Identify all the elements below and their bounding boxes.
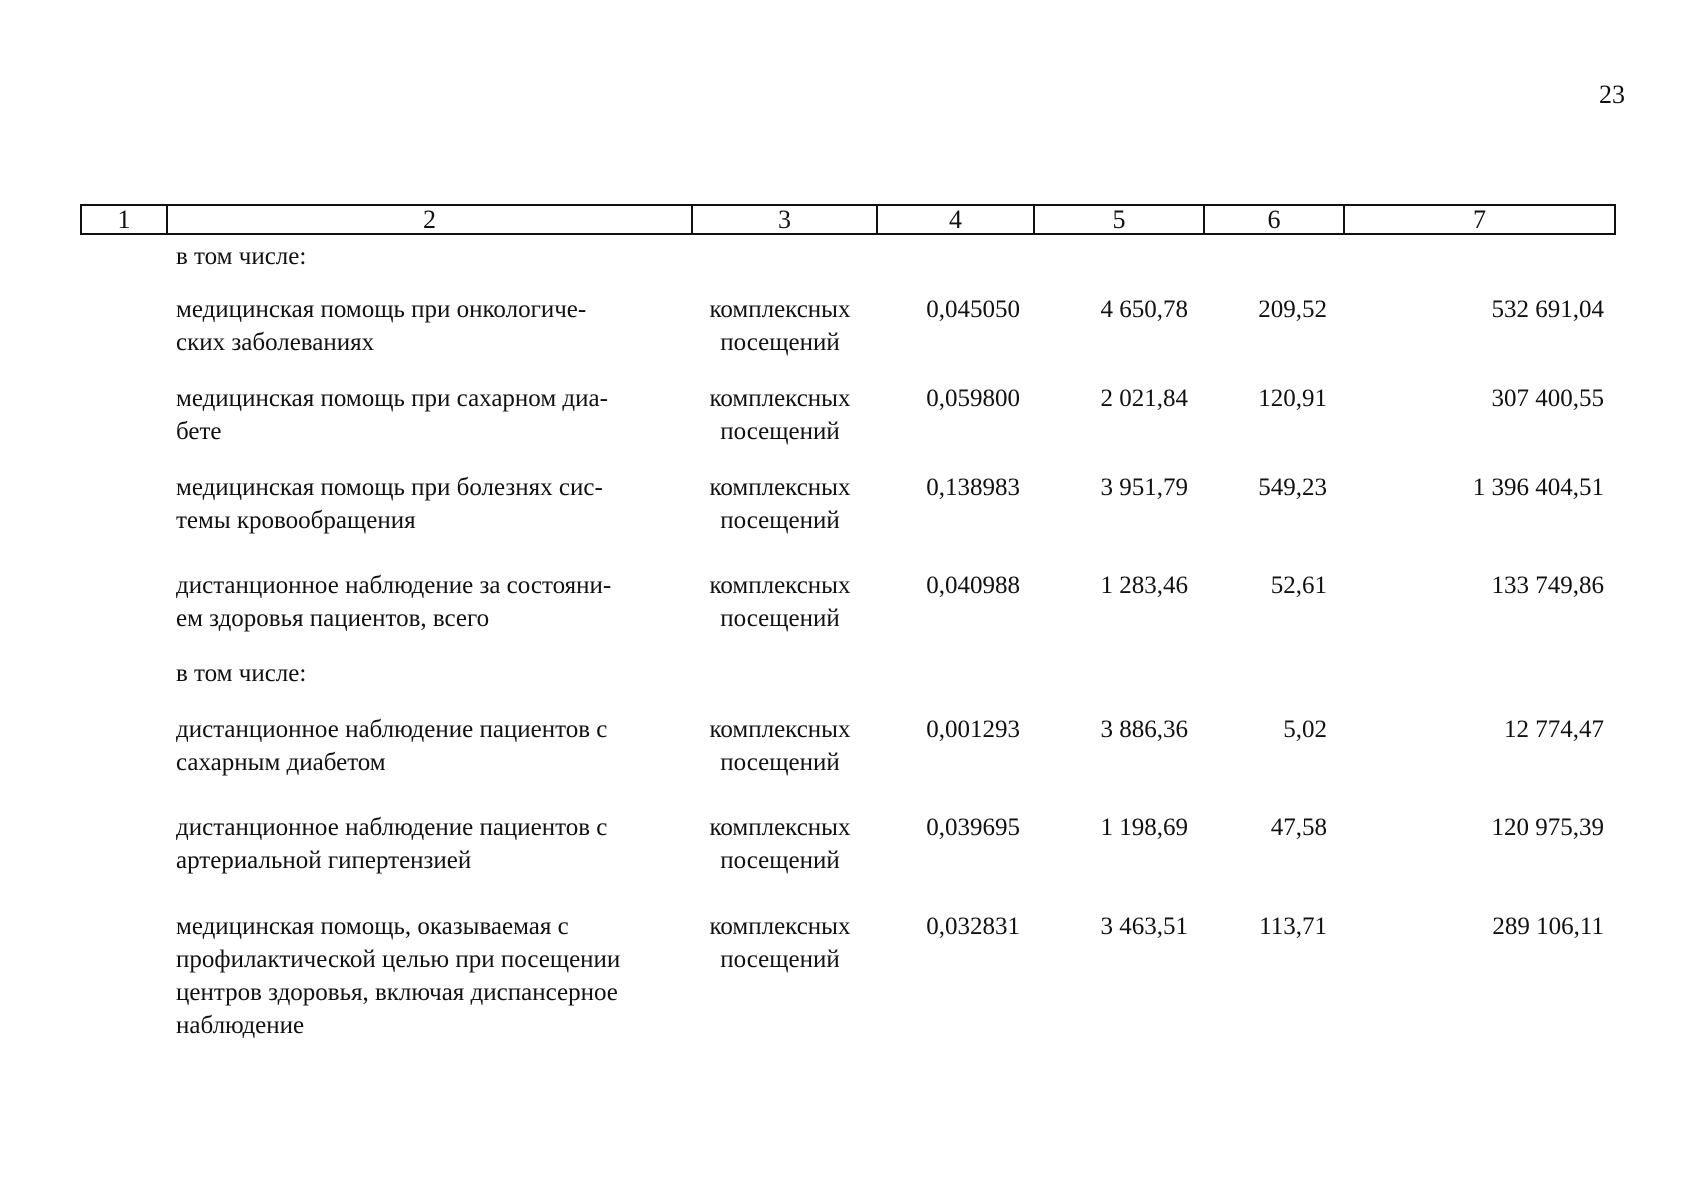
row-name-line: бете (176, 418, 222, 445)
row-name-line: темы кровообращения (176, 507, 416, 534)
table-header-row (80, 204, 1616, 235)
header-col-2: 2 (423, 205, 436, 234)
row-value-col7: 1 396 404,51 (1472, 474, 1604, 501)
row-unit (694, 713, 866, 779)
row-value-col7: 289 106,11 (1492, 913, 1604, 940)
row-name-line: ских заболеваниях (176, 329, 375, 356)
row-value-col5: 1 283,46 (1100, 572, 1188, 599)
row-unit (694, 471, 866, 537)
row-unit-line: комплексных (709, 572, 851, 599)
row-value-col7: 12 774,47 (1504, 716, 1604, 743)
row-name-line: медицинская помощь при болезнях сис- (176, 474, 603, 501)
row-value-col7: 133 749,86 (1491, 572, 1604, 599)
row-value-col4: 0,001293 (926, 716, 1020, 743)
row-value-col4: 0,039695 (926, 814, 1020, 841)
row-value-col4: 0,032831 (926, 913, 1020, 940)
row-name (176, 382, 681, 448)
header-col-1: 1 (117, 205, 131, 234)
row-unit (694, 382, 866, 448)
row-unit-line: посещений (720, 418, 840, 445)
row-value-col5: 4 650,78 (1100, 296, 1188, 323)
row-value-col5: 3 951,79 (1100, 474, 1188, 501)
row-value-col4: 0,045050 (926, 296, 1020, 323)
row-name-line: дистанционное наблюдение за состояни- (176, 572, 612, 599)
row-unit-line: комплексных (709, 385, 851, 412)
row-unit (694, 910, 866, 976)
row-value-col7: 532 691,04 (1491, 296, 1604, 323)
row-value-col6: 47,58 (1270, 814, 1327, 841)
row-value-col6: 209,52 (1258, 296, 1327, 323)
row-name (176, 293, 681, 359)
row-value-col6: 113,71 (1259, 913, 1327, 940)
row-value-col4: 0,059800 (926, 385, 1020, 412)
row-name-line: медицинская помощь, оказываемая с (176, 913, 569, 940)
row-unit-line: комплексных (709, 716, 851, 743)
row-name (176, 569, 681, 635)
row-name-line: сахарным диабетом (176, 749, 386, 776)
row-name-line: дистанционное наблюдение пациентов с (176, 716, 608, 743)
header-col-5: 5 (1112, 205, 1126, 234)
row-value-col4: 0,138983 (926, 474, 1020, 501)
row-value-col4: 0,040988 (926, 572, 1020, 599)
row-unit-line: посещений (720, 605, 840, 632)
row-name-line: медицинская помощь при онкологиче- (176, 296, 587, 323)
row-name (176, 471, 681, 537)
row-unit-line: посещений (720, 329, 840, 356)
row-value-col6: 5,02 (1283, 716, 1327, 743)
header-col-3: 3 (778, 205, 791, 234)
row-value-col7: 307 400,55 (1491, 385, 1604, 412)
header-col-7: 7 (1473, 205, 1486, 234)
row-value-col5: 2 021,84 (1100, 385, 1188, 412)
row-value-col5: 1 198,69 (1100, 814, 1188, 841)
row-name-line: артериальной гипертензией (176, 847, 472, 874)
row-unit-line: комплексных (709, 474, 851, 501)
header-col-4: 4 (949, 205, 962, 234)
subheading-in-that-number: в том числе: (176, 660, 307, 687)
row-value-col6: 52,61 (1270, 572, 1327, 599)
row-unit (694, 293, 866, 359)
row-name-line: ем здоровья пациентов, всего (176, 605, 490, 632)
header-col-6: 6 (1267, 205, 1281, 234)
row-name-line: наблюдение (176, 1012, 305, 1039)
row-name-line: центров здоровья, включая диспансерное (176, 979, 618, 1006)
row-unit-line: комплексных (709, 913, 851, 940)
row-value-col5: 3 463,51 (1100, 913, 1188, 940)
row-unit-line: комплексных (709, 296, 851, 323)
row-unit (694, 811, 866, 877)
row-value-col6: 549,23 (1258, 474, 1327, 501)
row-unit-line: комплексных (709, 814, 851, 841)
row-unit-line: посещений (720, 946, 840, 973)
row-unit-line: посещений (720, 847, 840, 874)
row-name-line: профилактической целью при посещении (176, 946, 621, 973)
row-name (176, 713, 681, 779)
row-value-col5: 3 886,36 (1100, 716, 1188, 743)
row-unit-line: посещений (720, 507, 840, 534)
row-unit-line: посещений (720, 749, 840, 776)
row-value-col7: 120 975,39 (1491, 814, 1604, 841)
row-unit (694, 569, 866, 635)
row-name (176, 811, 681, 877)
page-number: 23 (1599, 80, 1625, 109)
row-name (176, 910, 681, 1042)
row-value-col6: 120,91 (1258, 385, 1327, 412)
row-name-line: дистанционное наблюдение пациентов с (176, 814, 608, 841)
row-name-line: медицинская помощь при сахарном диа- (176, 385, 608, 412)
subheading-in-that-number: в том числе: (176, 243, 307, 270)
